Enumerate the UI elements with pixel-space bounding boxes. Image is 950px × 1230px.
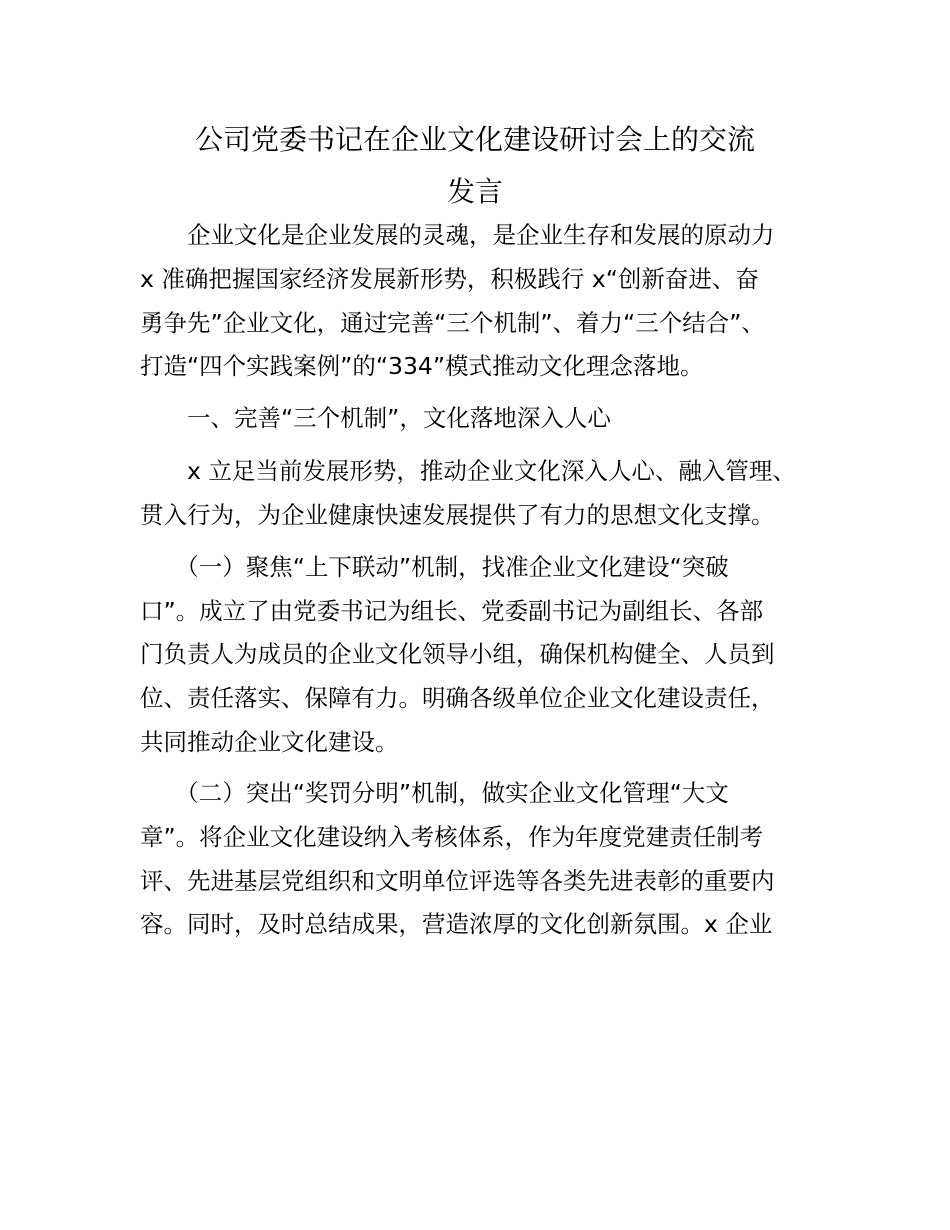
section-heading: 一、完善“三个机制”，文化落地深入人心 [140,404,611,432]
body-line: 贯入行为，为企业健康快速发展提供了有力的思想文化支撑。 [140,501,775,529]
body-line: 章”。将企业文化建设纳入考核体系，作为年度党建责任制考 [140,823,764,851]
body-line: 勇争先”企业文化，通过完善“三个机制”、着力“三个结合”、 [140,309,765,337]
title-line-2: 发言 [446,175,503,208]
body-line: 企业文化是企业发展的灵魂，是企业生存和发展的原动力 [140,221,775,249]
document-title [140,114,810,218]
body-line: 门负责人为成员的企业文化领导小组，确保机构健全、人员到 [140,640,775,668]
body-line: 容。同时，及时总结成果，营造浓厚的文化创新氛围。x 企业 [140,910,773,938]
body-line: 共同推动企业文化建设。 [140,728,399,756]
body-line: 口”。成立了由党委书记为组长、党委副书记为副组长、各部 [140,597,764,625]
subsection-line: （一）聚焦“上下联动”机制，找准企业文化建设“突破 [140,553,729,581]
body-line: 评、先进基层党组织和文明单位评选等各类先进表彰的重要内 [140,867,775,895]
subsection-line: （二）突出“奖罚分明”机制，做实企业文化管理“大文 [140,779,729,807]
body-line: x 准确把握国家经济发展新形势，积极践行 x“创新奋进、奋 [140,265,759,293]
body-line: x 立足当前发展形势，推动企业文化深入人心、融入管理、 [140,457,796,485]
body-line: 打造“四个实践案例”的“334”模式推动文化理念落地。 [140,352,704,380]
title-line-1: 公司党委书记在企业文化建设研讨会上的交流 [194,123,755,156]
body-line: 位、责任落实、保障有力。明确各级单位企业文化建设责任， [140,684,775,712]
